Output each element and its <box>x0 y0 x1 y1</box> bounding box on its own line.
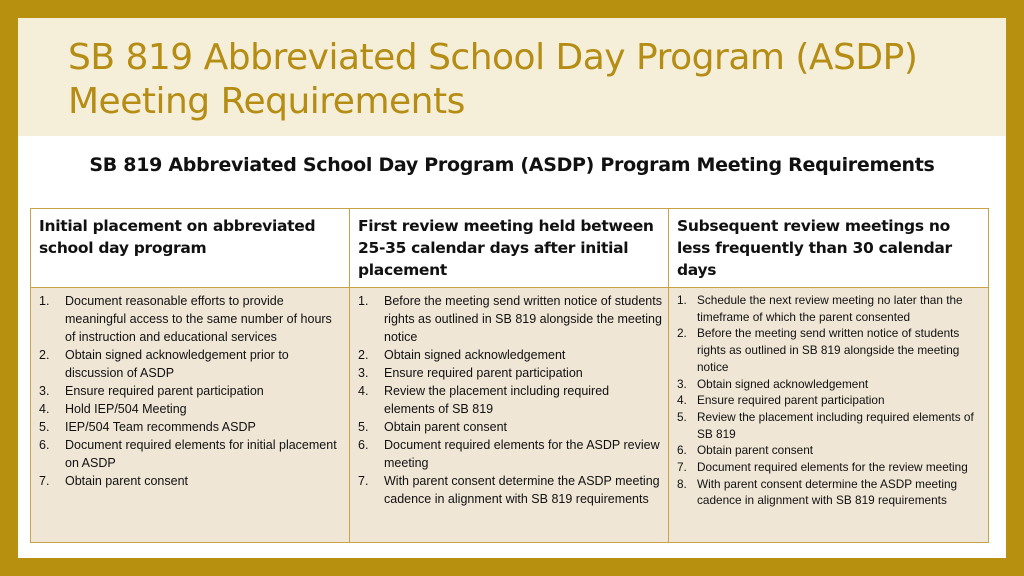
list-item-text: Ensure required parent participation <box>65 384 264 398</box>
header-first-review: First review meeting held between 25-35 calendar days after initial placement <box>350 209 669 288</box>
header-initial-placement: Initial placement on abbreviated school day program <box>31 209 350 288</box>
list-item-text: Obtain parent consent <box>697 443 814 458</box>
list-item-text: Hold IEP/504 Meeting <box>65 402 187 416</box>
list-item <box>37 436 343 472</box>
list-item-number: 4. <box>358 384 369 398</box>
list-item-text: Document required elements for the ASDP review meeting <box>384 438 660 470</box>
list-item-text: Obtain signed acknowledgement <box>384 348 566 362</box>
list-item-text: Document required elements for the review meeting <box>697 460 968 475</box>
list-item-text: Ensure required parent participation <box>697 393 885 408</box>
list-item-number: 5. <box>358 420 369 434</box>
list-item-text: Schedule the next review meeting no later than the timeframe of which the parent consented <box>697 293 963 324</box>
list-item <box>37 400 343 418</box>
title-line-2: Meeting Requirements <box>68 81 465 122</box>
list-item-number: 6. <box>358 438 369 452</box>
list-item-text: Document required elements for initial placement on ASDP <box>65 438 337 470</box>
list-item-text: With parent consent determine the ASDP meeting cadence in alignment with SB 819 requirements <box>384 474 660 506</box>
list-item-number: 4. <box>39 402 50 416</box>
list-item-number: 1. <box>358 294 369 308</box>
cell-subsequent-review-steps <box>669 288 989 543</box>
list-item-text: Review the placement including required elements of SB 819 <box>697 409 974 441</box>
list-item-number: 2. <box>358 348 369 362</box>
list-item-number: 6. <box>677 443 687 458</box>
slide <box>18 18 1006 558</box>
first-review-steps-list <box>356 292 662 508</box>
list-item <box>675 442 982 459</box>
list-item <box>37 418 343 436</box>
initial-steps-list <box>37 292 343 490</box>
list-item-number: 7. <box>358 474 369 488</box>
list-item <box>37 382 343 400</box>
list-item-number: 2. <box>39 348 50 362</box>
list-item <box>675 392 982 409</box>
list-item-text: Ensure required parent participation <box>384 366 583 380</box>
list-item-number: 3. <box>677 376 687 391</box>
list-item-number: 3. <box>358 366 369 380</box>
list-item-text: Obtain signed acknowledgement <box>697 376 869 391</box>
list-item <box>356 382 662 418</box>
list-item <box>675 325 982 375</box>
list-item <box>675 292 982 325</box>
list-item <box>37 292 343 346</box>
requirements-table <box>30 208 989 543</box>
list-item-number: 8. <box>677 476 687 491</box>
list-item <box>356 364 662 382</box>
title-band <box>18 18 1006 136</box>
list-item-text: Before the meeting send written notice of students rights as outlined in SB 819 alongside the meeting notice <box>384 294 662 344</box>
list-item-text: Before the meeting send written notice of students rights as outlined in SB 819 alongside the meeting notice <box>697 326 960 374</box>
list-item <box>675 409 982 442</box>
list-item <box>675 376 982 393</box>
list-item-number: 3. <box>39 384 50 398</box>
list-item <box>356 346 662 364</box>
slide-title <box>68 36 917 124</box>
cell-initial-placement-steps <box>31 288 350 543</box>
list-item <box>675 459 982 476</box>
header-subsequent-review: Subsequent review meetings no less frequently than 30 calendar days <box>669 209 989 288</box>
list-item-number: 7. <box>677 460 687 475</box>
list-item-text: Obtain signed acknowledgement prior to discussion of ASDP <box>65 348 289 380</box>
list-item-number: 7. <box>39 474 50 488</box>
list-item-number: 5. <box>677 409 687 424</box>
list-item-number: 5. <box>39 420 50 434</box>
list-item-text: Obtain parent consent <box>384 420 507 434</box>
list-item <box>675 476 982 509</box>
list-item-number: 1. <box>677 293 687 307</box>
list-item-text: Document reasonable efforts to provide meaningful access to the same number of hours of instruction and educational services <box>65 294 332 344</box>
table-header-row <box>31 209 989 288</box>
list-item-text: With parent consent determine the ASDP meeting cadence in alignment with SB 819 requirements <box>697 476 958 508</box>
list-item <box>356 472 662 508</box>
list-item <box>356 292 662 346</box>
list-item <box>356 418 662 436</box>
list-item-number: 4. <box>677 393 687 408</box>
table-caption: SB 819 Abbreviated School Day Program (ASDP) Program Meeting Requirements <box>89 154 935 176</box>
list-item-number: 1. <box>39 294 50 308</box>
list-item-text: Obtain parent consent <box>65 474 188 488</box>
list-item <box>37 346 343 382</box>
list-item <box>37 472 343 490</box>
subsequent-steps-list <box>675 292 982 509</box>
list-item-number: 2. <box>677 326 687 341</box>
list-item-text: Review the placement including required elements of SB 819 <box>384 384 610 416</box>
list-item-text: IEP/504 Team recommends ASDP <box>65 420 256 434</box>
title-line-1: SB 819 Abbreviated School Day Program (ASDP) <box>68 37 918 78</box>
list-item <box>356 436 662 472</box>
table-body-row <box>31 288 989 543</box>
list-item-number: 6. <box>39 438 50 452</box>
cell-first-review-steps <box>350 288 669 543</box>
